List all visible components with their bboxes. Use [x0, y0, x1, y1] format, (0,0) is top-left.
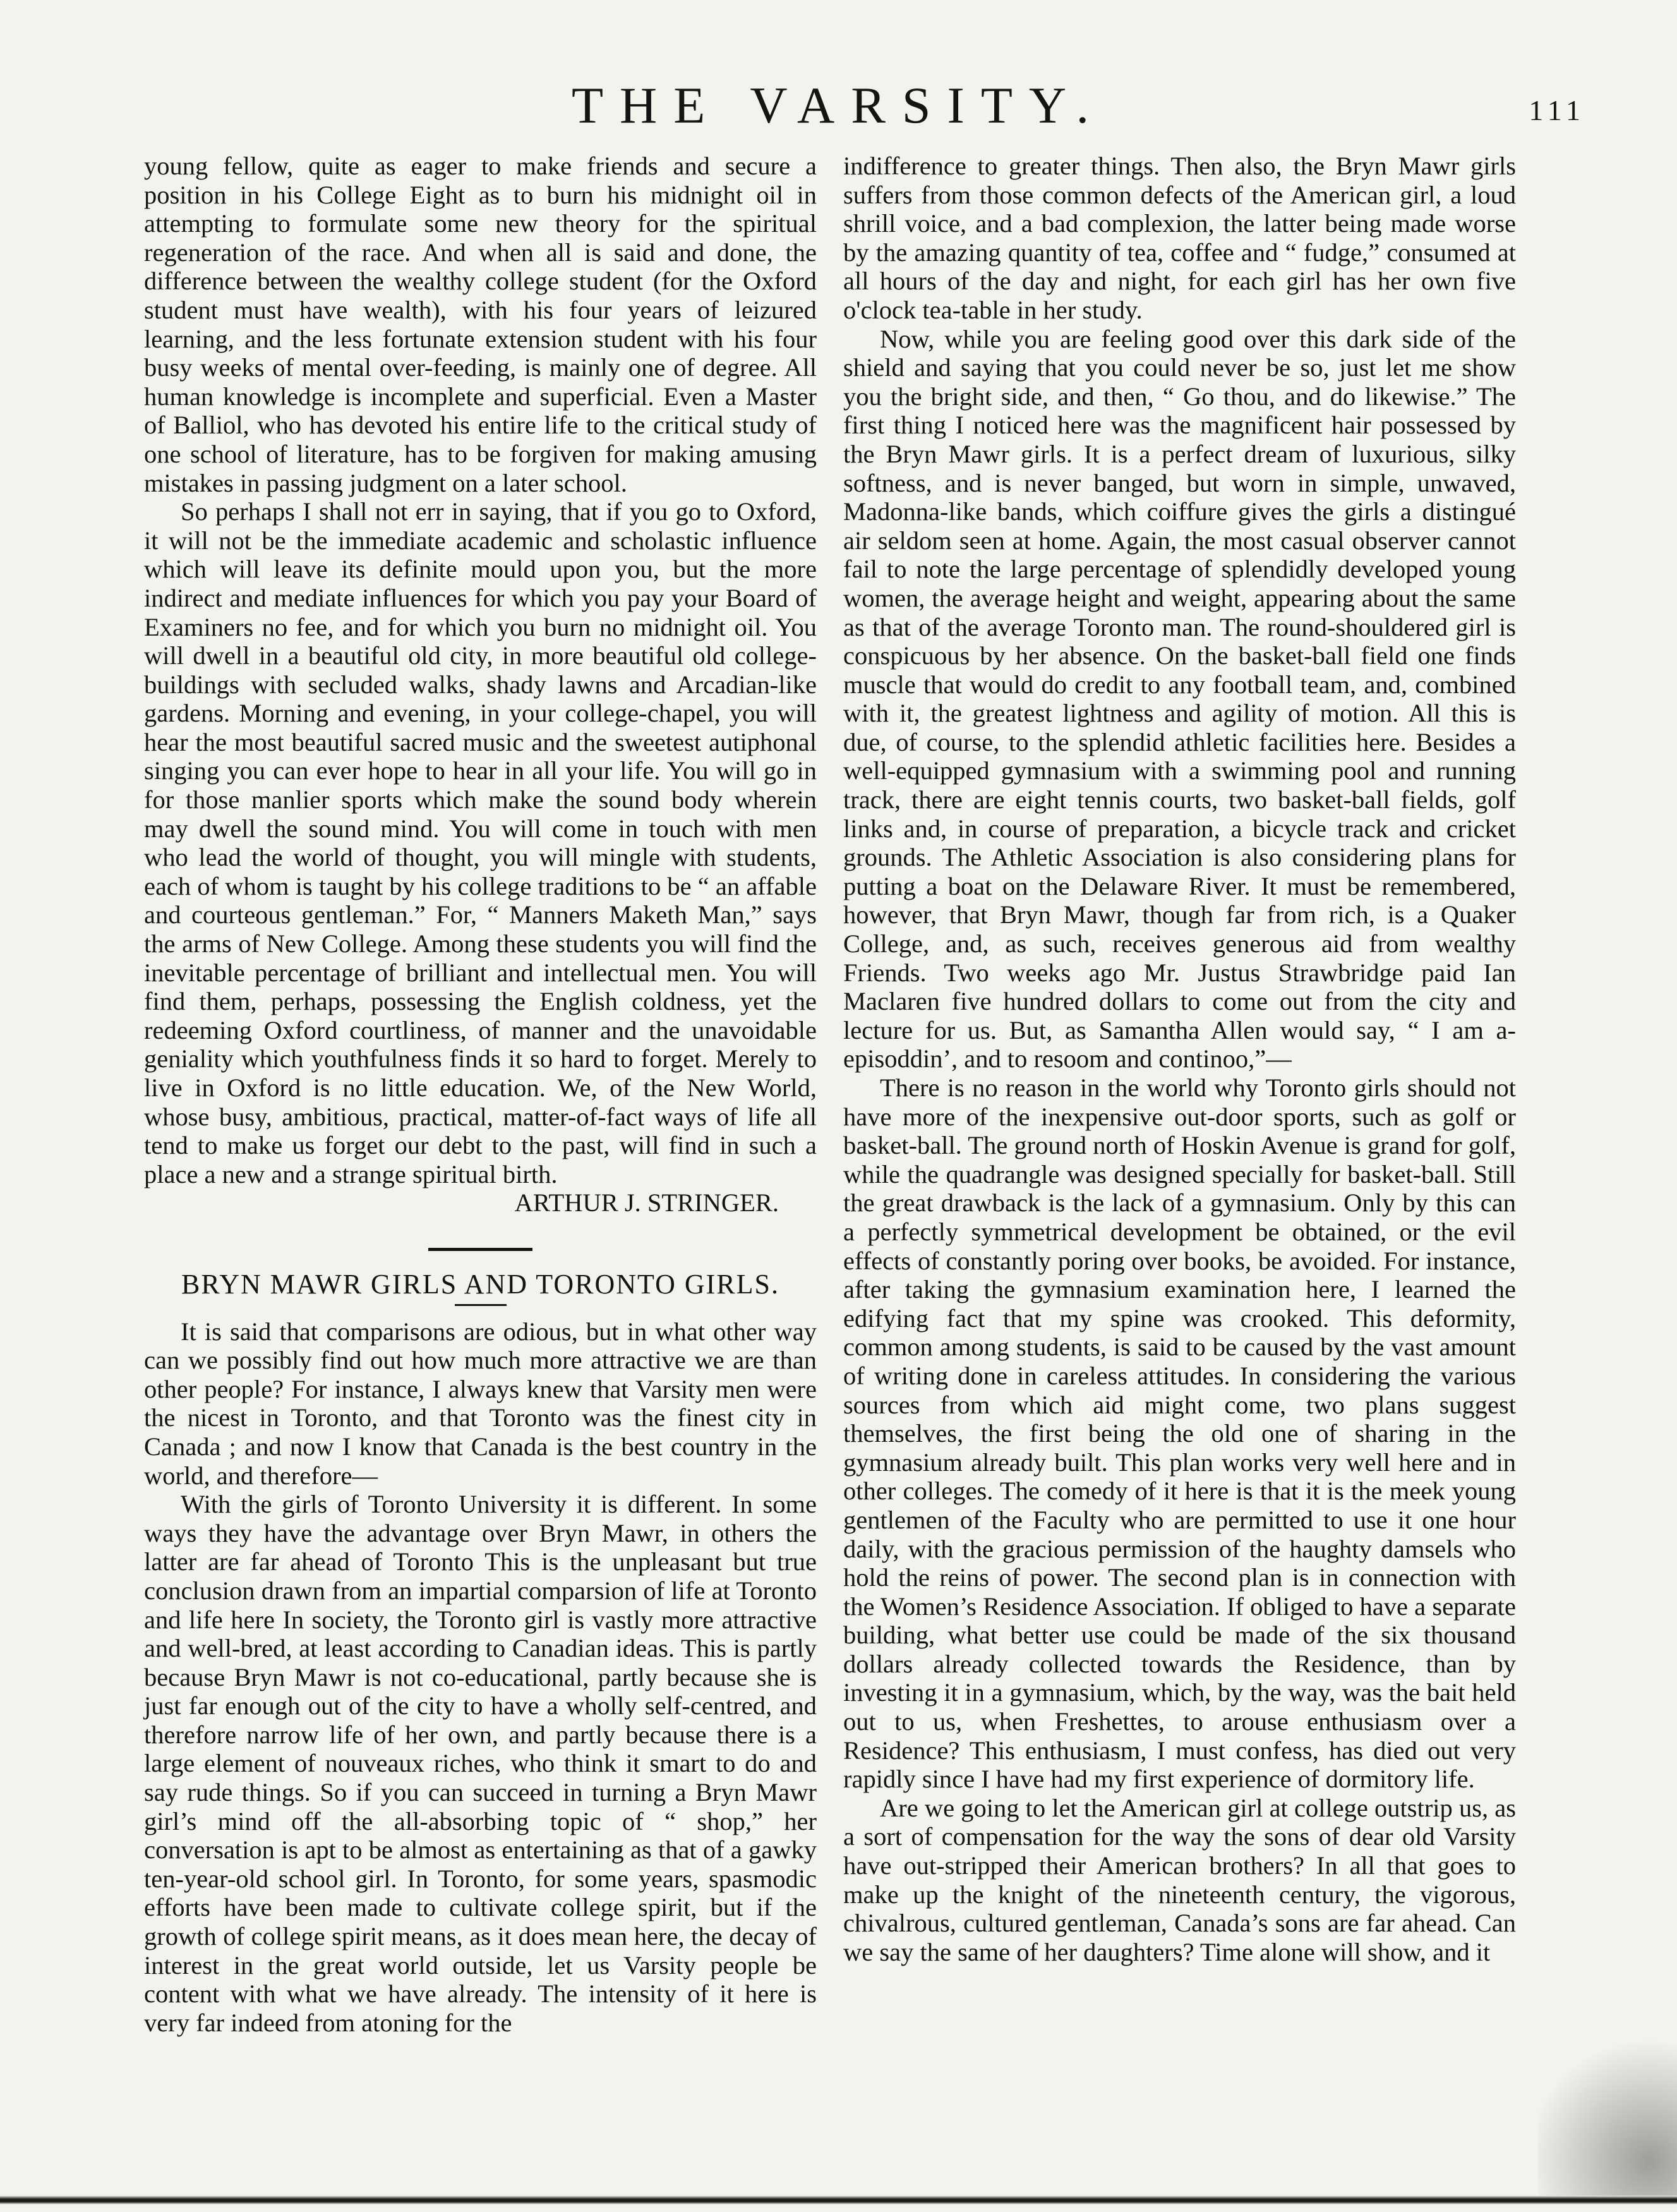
- left-column: [144, 152, 817, 2037]
- right-column: [843, 152, 1516, 1966]
- scan-noise: [1538, 2010, 1677, 2199]
- paragraph: There is no reason in the world why Toronto girls should not have more of the inexpensive out-door sports, such as golf or basket-ball. The ground north of Hoskin Avenue is grand for golf, while the quadrangle was designed specially for basket-ball. Still the great drawback is the lack of a gymnasium. Only by this can a perfectly symmetrical development be obtained, or the evil effects of constantly poring over books, be avoided. For instance, after taking the gymnasium examination here, I learned the edifying fact that my spine was crooked. This deformity, common among students, is said to be caused by the vast amount of writing done in careless attitudes. In considering the various sources from which aid might come, two plans suggest themselves, the first being the old one of sharing in the gymnasium already built. This plan works very well here and in other colleges. The comedy of it here is that it is the meek young gentlemen of the Faculty who are permitted to use it one hour daily, with the gracious permission of the haughty damsels who hold the reins of power. The second plan is in connection with the Women’s Residence Association. If obliged to have a separate building, what better use could be made of the six thousand dollars already collected towards the Residence, than by investing it in a gymnasium, which, by the way, was the bait held out to us, when Freshettes, to arouse enthusiasm over a Residence? This enthusiasm, I must confess, has died out very rapidly since I have had my first experience of dormitory life.: [843, 1073, 1516, 1794]
- heading-divider: [455, 1304, 507, 1306]
- article-heading: BRYN MAWR GIRLS AND TORONTO GIRLS.: [181, 1268, 780, 1300]
- section-divider: [428, 1248, 532, 1251]
- paragraph: Are we going to let the American girl at college outstrip us, as a sort of compensation for the way the sons of dear old Varsity have out-stripped their American brothers? In all that goes to make up the knight of the nineteenth century, the vigorous, chivalrous, cultured gentleman, Canada’s sons are far ahead. Can we say the same of her daughters? Time alone will show, and it: [843, 1793, 1516, 1966]
- page-number: 111: [1529, 94, 1585, 126]
- author-signature: ARTHUR J. STRINGER.: [514, 1188, 779, 1218]
- page-bottom-edge: [0, 2196, 1677, 2204]
- paragraph: It is said that comparisons are odious, but in what other way can we possibly find out how much more attractive we are than other people? For instance, I always knew that Varsity men were the nicest in Toronto, and that Toronto was the finest city in Canada ; and now I know that Canada is the best country in the world, and therefore—: [144, 1317, 817, 1490]
- paragraph: With the girls of Toronto University it is different. In some ways they have the advantage over Bryn Mawr, in others the latter are far ahead of Toronto This is the unpleasant but true conclusion drawn from an impartial comparsion of life at Toronto and life here In society, the Toronto girl is vastly more attractive and well-bred, at least according to Canadian ideas. This is partly because Bryn Mawr is not co-educational, partly because she is just far enough out of the city to have a wholly self-centred, and therefore narrow life of her own, and partly because there is a large element of nouveaux riches, who think it smart to do and say rude things. So if you can succeed in turning a Bryn Mawr girl’s mind off the all-absorbing topic of “ shop,” her conversation is apt to be almost as entertaining as that of a gawky ten-year-old school girl. In Toronto, for some years, spasmodic efforts have been made to cultivate college spirit, but if the growth of college spirit means, as it does mean here, the decay of interest in the great world outside, let us Varsity people be content with what we have already. The intensity of it here is very far indeed from atoning for the: [144, 1490, 817, 2037]
- paragraph: indifference to greater things. Then also, the Bryn Mawr girls suffers from those common defects of the American girl, a loud shrill voice, and a bad complexion, the latter being made worse by the amazing quantity of tea, coffee and “ fudge,” consumed at all hours of the day and night, for each girl has her own five o'clock tea-table in her study.: [843, 152, 1516, 324]
- paragraph: So perhaps I shall not err in saying, that if you go to Oxford, it will not be the immediate academic and scholastic influence which will leave its definite mould upon you, but the more indirect and mediate influences for which you pay your Board of Examiners no fee, and for which you burn no midnight oil. You will dwell in a beautiful old city, in more beautiful old college-buildings with secluded walks, shady lawns and Arcadian-like gardens. Morning and evening, in your college-chapel, you will hear the most beautiful sacred music and the sweetest autiphonal singing you can ever hope to hear in all your life. You will go in for those manlier sports which make the sound body wherein may dwell the sound mind. You will come in touch with men who lead the world of thought, you will mingle with students, each of whom is taught by his college traditions to be “ an affable and courteous gentleman.” For, “ Manners Maketh Man,” says the arms of New College. Among these students you will find the inevitable percentage of brilliant and intellectual men. You will find them, perhaps, possessing the English coldness, yet the redeeming Oxford courtliness, of manner and the unavoidable geniality which youthfulness finds it so hard to forget. Merely to live in Oxford is no little education. We, of the New World, whose busy, ambitious, practical, matter-of-fact ways of life all tend to make us forget our debt to the past, will find in such a place a new and a strange spiritual birth.: [144, 497, 817, 1188]
- paragraph: Now, while you are feeling good over this dark side of the shield and saying that you could never be so, just let me show you the bright side, and then, “ Go thou, and do likewise.” The first thing I noticed here was the magnificent hair possessed by the Bryn Mawr girls. It is a perfect dream of luxurious, silky softness, and is never banged, but worn in simple, unwaved, Madonna-like bands, which coiffure gives the girls a distingué air seldom seen at home. Again, the most casual observer cannot fail to note the large percentage of splendidly developed young women, the average height and weight, appearing about the same as that of the average Toronto man. The round-shouldered girl is conspicuous by her absence. On the basket-ball field one finds muscle that would do credit to any football team, and, combined with it, the greatest lightness and agility of motion. All this is due, of course, to the splendid athletic facilities here. Besides a well-equipped gymnasium with a swimming pool and running track, there are eight tennis courts, two basket-ball fields, golf links and, in course of preparation, a bicycle track and cricket grounds. The Athletic Association is also considering plans for putting a boat on the Delaware River. It must be remembered, however, that Bryn Mawr, though far from rich, is a Quaker College, and, as such, receives generous aid from wealthy Friends. Two weeks ago Mr. Justus Strawbridge paid Ian Maclaren five hundred dollars to come out from the city and lecture for us. But, as Samantha Allen would say, “ I am a-episoddin’, and to resoom and continoo,”—: [843, 324, 1516, 1073]
- masthead-title: THE VARSITY.: [571, 76, 1106, 134]
- paragraph: young fellow, quite as eager to make friends and secure a position in his College Eight as to burn his midnight oil in attempting to formulate some new theory for the spiritual regeneration of the race. And when all is said and done, the difference between the wealthy college student (for the Oxford student must have wealth), with his four years of leizured learning, and the less fortunate extension student with his four busy weeks of mental over-feeding, is mainly one of degree. All human knowledge is incomplete and superficial. Even a Master of Balliol, who has devoted his entire life to the critical study of one school of literature, has to be forgiven for making amusing mistakes in passing judgment on a later school.: [144, 152, 817, 497]
